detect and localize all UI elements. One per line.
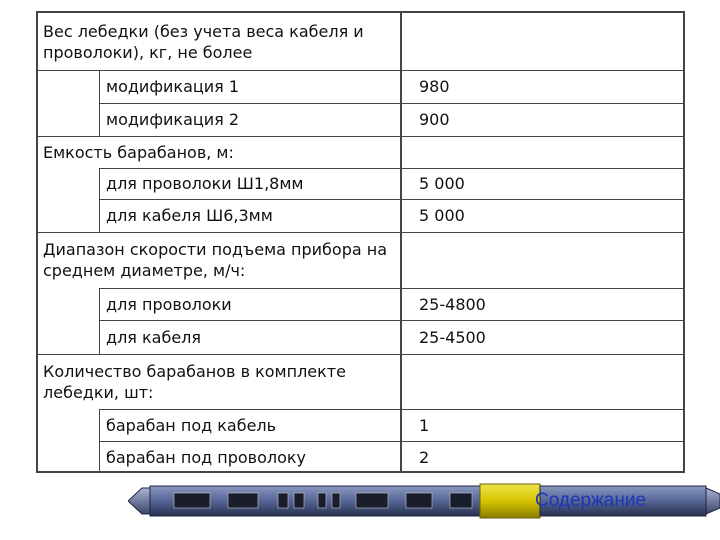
indent-cell	[38, 70, 99, 103]
row-label: Емкость барабанов, м:	[43, 142, 234, 162]
indent-cell	[38, 103, 99, 136]
row-label: Количество барабанов в комплекте лебедки, шт:	[43, 361, 346, 402]
row-label: для проволоки	[99, 288, 400, 320]
table-row-cable-capacity	[38, 199, 683, 232]
table-row-mod2	[38, 103, 683, 136]
row-value: 2	[400, 441, 683, 473]
row-value	[400, 136, 683, 168]
row-value: 5 000	[400, 199, 683, 232]
table-row-speed	[38, 232, 683, 288]
indent-cell	[38, 168, 99, 199]
row-value: 1	[400, 409, 683, 441]
table-row-mod1	[38, 70, 683, 103]
row-value	[400, 354, 683, 409]
row-label: модификация 2	[99, 103, 400, 136]
indent-cell	[38, 320, 99, 354]
row-label: для кабеля Ш6,3мм	[99, 199, 400, 232]
table-row-weight	[38, 13, 683, 70]
table-row-drums-count	[38, 354, 683, 409]
row-label: Вес лебедки (без учета веса кабеля и проволоки), кг, не более	[43, 21, 364, 62]
row-label: Диапазон скорости подъема прибора на среднем диаметре, м/ч:	[43, 240, 388, 280]
indent-cell	[38, 441, 99, 473]
table-row-capacity	[38, 136, 683, 168]
indent-cell	[38, 288, 99, 320]
row-value	[400, 232, 683, 288]
row-value: 25-4800	[400, 288, 683, 320]
spec-table	[36, 11, 685, 473]
row-label: барабан под проволоку	[99, 441, 400, 473]
row-value: 900	[400, 103, 683, 136]
table-row-wire-drum	[38, 441, 683, 473]
row-label: барабан под кабель	[99, 409, 400, 441]
row-value: 25-4500	[400, 320, 683, 354]
table-row-cable-drum	[38, 409, 683, 441]
indent-cell	[38, 199, 99, 232]
indent-cell	[38, 409, 99, 441]
row-label: для проволоки Ш1,8мм	[99, 168, 400, 199]
row-value: 980	[400, 70, 683, 103]
row-label: для кабеля	[99, 320, 400, 354]
row-label: модификация 1	[99, 70, 400, 103]
row-value	[400, 13, 683, 70]
contents-link[interactable]: Содержание	[535, 490, 647, 511]
table-row-wire-speed	[38, 288, 683, 320]
row-value: 5 000	[400, 168, 683, 199]
table-row-cable-speed	[38, 320, 683, 354]
table-row-wire-capacity	[38, 168, 683, 199]
